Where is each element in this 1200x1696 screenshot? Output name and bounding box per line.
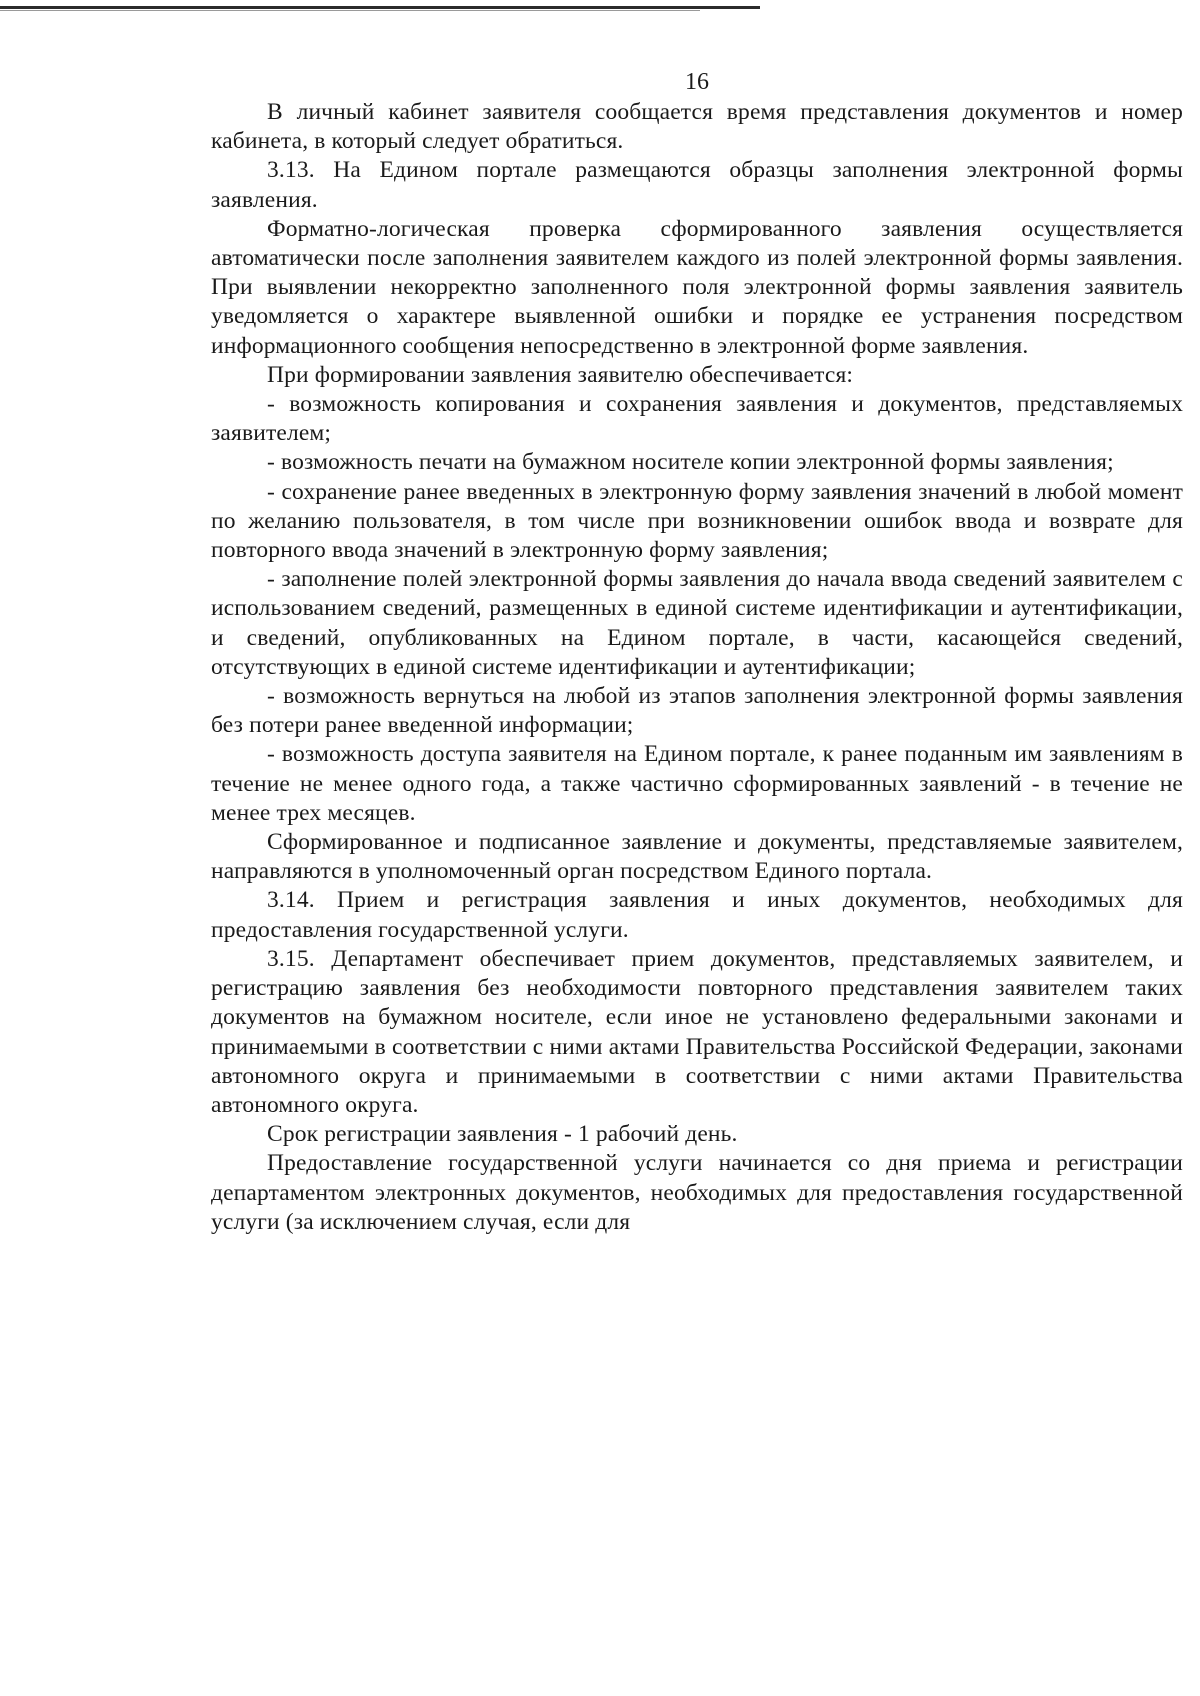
paragraph: Срок регистрации заявления - 1 рабочий день. [267, 1121, 738, 1148]
paragraph: Предоставление государственной услуги начинается со дня приема и регистрации департаментом электронных документов, необходимых для предоставления государственной услуги (за исключением случая, если для [211, 1150, 1183, 1235]
section-heading: 3.14. Прием и регистрация заявления и иных документов, необходимых для предоставления государственной услуги. [211, 887, 1183, 943]
list-item: - возможность вернуться на любой из этапов заполнения электронной формы заявления без потери ранее введенной информации; [211, 683, 1183, 739]
list-item: - заполнение полей электронной формы заявления до начала ввода сведений заявителем с использованием сведений, размещенных в единой системе идентификации и аутентификации, и сведений, опубликованных на Едином портале, в части, касающейся сведений, отсутствующих в единой системе идентификации и аутентификации; [211, 566, 1183, 680]
paragraph: В личный кабинет заявителя сообщается время представления документов и номер кабинета, в который следует обратиться. [211, 99, 1183, 155]
scan-edge-lines [0, 0, 1200, 10]
paragraph: Форматно-логическая проверка сформированного заявления осуществляется автоматически после заполнения заявителем каждого из полей электронной формы заявления. При выявлении некорректно заполненного поля электронной формы заявления заявитель уведомляется о характере выявленной ошибки и порядке ее устранения посредством информационного сообщения непосредственно в электронной форме заявления. [211, 215, 1183, 359]
list-item: - возможность копирования и сохранения заявления и документов, представляемых заявителем; [211, 391, 1183, 447]
list-item: - возможность доступа заявителя на Едином портале, к ранее поданным им заявлениям в течение не менее одного года, а также частично сформированных заявлений - в течение не менее трех месяцев. [211, 741, 1183, 826]
scan-edge-line-top [0, 6, 760, 9]
scan-edge-line-bottom [0, 10, 700, 11]
list-item: - возможность печати на бумажном носителе копии электронной формы заявления; [267, 449, 1114, 476]
paragraph: Сформированное и подписанное заявление и документы, представляемые заявителем, направляются в уполномоченный орган посредством Единого портала. [211, 829, 1183, 885]
paragraph: 3.15. Департамент обеспечивает прием документов, представляемых заявителем, и регистрацию заявления без необходимости повторного представления заявителем таких документов на бумажном носителе, если иное не установлено федеральными законами и принимаемыми в соответствии с ними актами Правительства Российской Федерации, законами автономного округа и принимаемыми в соответствии с ними актами Правительства автономного округа. [211, 945, 1183, 1118]
page-number: 16 [685, 69, 709, 95]
list-item: - сохранение ранее введенных в электронную форму заявления значений в любой момент по желанию пользователя, в том числе при возникновении ошибок ввода и возврате для повторного ввода значений в электронную форму заявления; [211, 478, 1183, 564]
document-page [211, 68, 1183, 1237]
paragraph: При формировании заявления заявителю обеспечивается: [267, 361, 854, 388]
paragraph: 3.13. На Едином портале размещаются образцы заполнения электронной формы заявления. [211, 157, 1183, 213]
